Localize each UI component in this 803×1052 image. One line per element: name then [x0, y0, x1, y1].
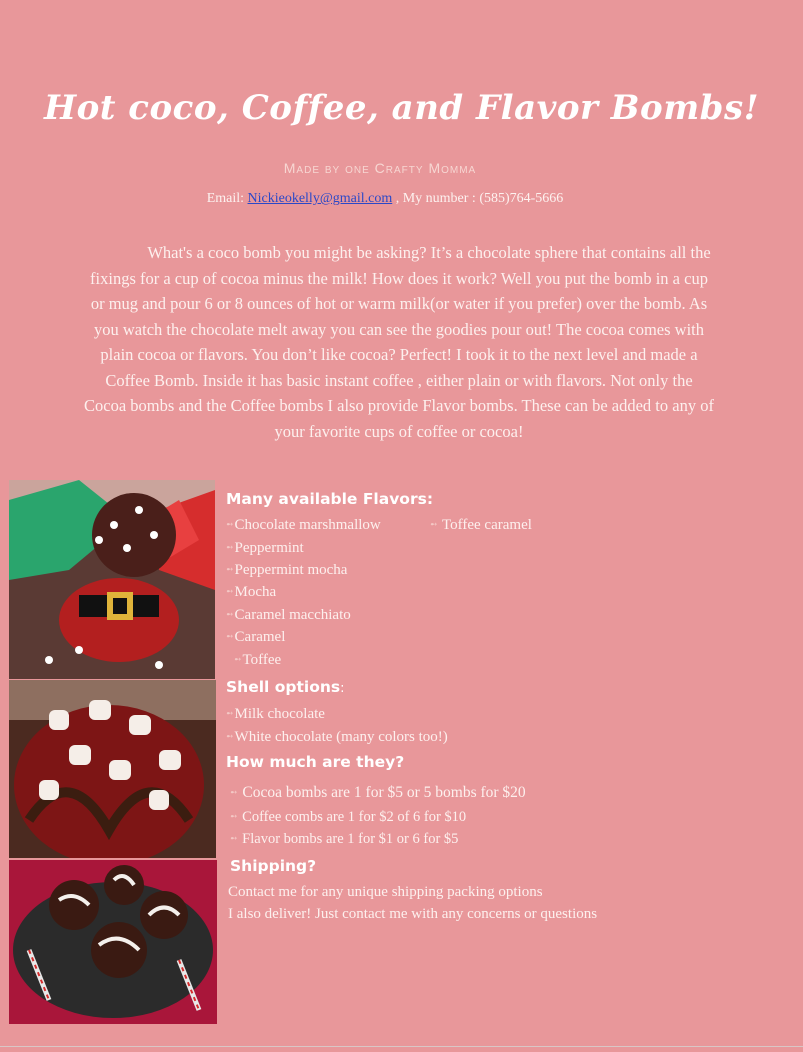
- flavor-item: ➻Peppermint mocha: [226, 562, 348, 578]
- pricing-heading: How much are they?: [226, 753, 405, 771]
- flavor-item: ➻Peppermint: [226, 540, 304, 556]
- flavor-item: ➻Toffee: [234, 652, 282, 668]
- shipping-heading: Shipping?: [230, 857, 317, 875]
- price-item: ➻ Cocoa bombs are 1 for $5 or 5 bombs for $20: [230, 784, 526, 801]
- shell-item: ➻White chocolate (many colors too!): [226, 729, 448, 745]
- price-item: ➻ Coffee combs are 1 for $2 of 6 for $10: [230, 809, 467, 825]
- flavors-heading: Many available Flavors:: [226, 490, 434, 508]
- flavor-item: ➻Mocha: [226, 584, 277, 600]
- intro-text: What's a coco bomb you might be asking? It’s a chocolate sphere that contains all the fixings for a cup of cocoa minus the milk! How does it work? Well you put the bomb in a cup or mug and pour 6 or 8 ounces of hot or warm milk(or water if you prefer) over the bomb. As you watch the chocolate melt away you can see the goodies pour out! The cocoa comes with plain cocoa or flavors. You don’t like cocoa? Perfect! I took it to the next level and made a Coffee Bomb. Inside it has basic instant coffee , either plain or with flavors. Not only the Cocoa bombs and the Coffee bombs I also provide Flavor bombs. These can be added to any of your favorite cups of coffee or cocoa!: [84, 243, 714, 441]
- flavor-item: ➻Chocolate marshmallow: [226, 517, 381, 533]
- shell-heading: Shell options:: [226, 678, 345, 696]
- cocoa-bombs-plate-photo: [9, 860, 217, 1024]
- phone-number: , My number : (585)764-5666: [395, 191, 564, 206]
- santa-cocoa-bomb-photo: [9, 480, 215, 679]
- intro-paragraph: [84, 240, 714, 444]
- contact-line: [0, 191, 770, 207]
- email-link[interactable]: Nickieokelly@gmail.com: [247, 191, 393, 206]
- shell-item: ➻Milk chocolate: [226, 706, 325, 722]
- flavor-item: ➻ Toffee caramel: [430, 517, 532, 533]
- email-label: Email:: [206, 191, 245, 206]
- shipping-line: I also deliver! Just contact me with any concerns or questions: [228, 906, 598, 922]
- flavor-item: ➻Caramel macchiato: [226, 607, 351, 623]
- page-title: Hot coco, Coffee, and Flavor Bombs!: [43, 88, 760, 128]
- page-divider: [0, 1046, 803, 1047]
- flavor-item: ➻Caramel: [226, 629, 286, 645]
- shipping-line: Contact me for any unique shipping packing options: [228, 884, 543, 900]
- price-item: ➻ Flavor bombs are 1 for $1 or 6 for $5: [230, 831, 459, 847]
- subtitle: Made by one Crafty Momma: [283, 160, 477, 176]
- marshmallow-cocoa-bomb-photo: [9, 680, 216, 858]
